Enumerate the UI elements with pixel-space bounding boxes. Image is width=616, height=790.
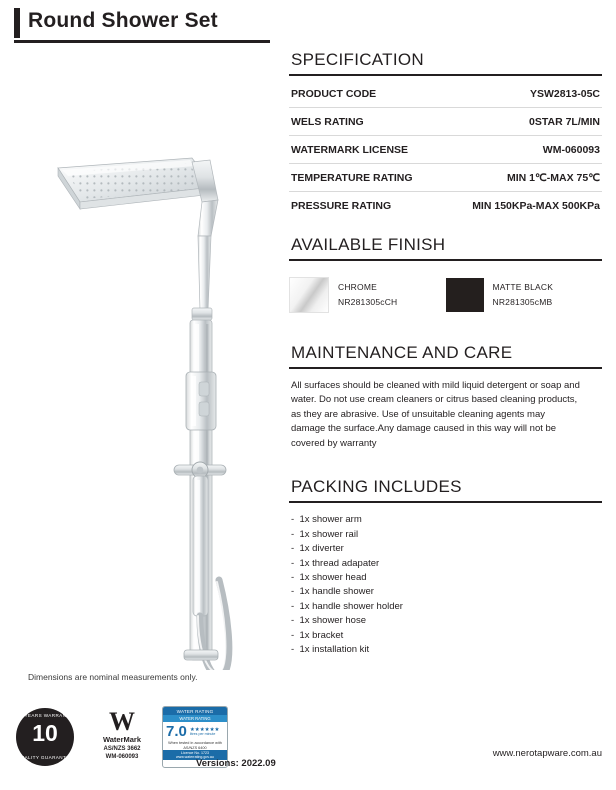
spec-label: WELS RATING	[289, 108, 442, 136]
wels-unit: litres per minute	[189, 731, 216, 736]
spec-column	[289, 50, 602, 658]
spec-value: 0STAR 7L/MIN	[442, 108, 602, 136]
table-row	[289, 136, 602, 164]
watermark-license: WM-060093	[105, 753, 139, 760]
specification-rule	[289, 74, 602, 76]
specification-title: SPECIFICATION	[291, 50, 424, 69]
spec-value: MIN 150KPa-MAX 500KPa	[472, 199, 600, 212]
warranty-arc-top: 10 YEARS WARRANTY	[16, 713, 74, 718]
spec-value: WM-060093	[442, 136, 602, 164]
chrome-swatch-icon	[289, 277, 329, 313]
spec-label: TEMPERATURE RATING	[289, 164, 442, 192]
maintenance-rule	[289, 367, 602, 369]
wels-stars: ★★★★★★	[189, 726, 220, 733]
packing-title: PACKING INCLUDES	[291, 477, 462, 497]
list-item: - 1x thread adapater	[291, 557, 602, 571]
list-item: - 1x handle shower holder	[291, 600, 602, 614]
list-item: - 1x shower hose	[291, 614, 602, 628]
spec-value: YSW2813-05C	[442, 80, 602, 108]
warranty-badge-icon	[16, 708, 74, 766]
specification-table	[289, 80, 602, 219]
maintenance-body: All surfaces should be cleaned with mild liquid detergent or soap and water. Do not use cream cleaners or citrus based cleaning products, as they are abrasive. Use of unsuitable cleaning agents may damage the surface.Any damage caused in this way will not be covered by warranty	[291, 380, 580, 449]
table-row	[289, 80, 602, 108]
table-row	[289, 108, 602, 136]
finish-code: NR281305cCH	[338, 297, 398, 307]
packing-rule	[289, 501, 602, 503]
maintenance-title: MAINTENANCE AND CARE	[291, 343, 513, 362]
page-header	[14, 8, 270, 38]
list-item: - 1x diverter	[291, 542, 602, 556]
spec-label: PRODUCT CODE	[289, 80, 442, 108]
packing-list	[289, 513, 602, 657]
finish-options	[289, 277, 602, 313]
finish-option-matte-black[interactable]	[446, 277, 603, 313]
product-illustration	[14, 110, 276, 670]
list-item: - 1x handle shower	[291, 585, 602, 599]
finish-code: NR281305cMB	[492, 297, 553, 307]
list-item: - 1x bracket	[291, 629, 602, 643]
warranty-arc-bottom: QUALITY GUARANTEE	[16, 755, 74, 760]
wels-rating-value: 7.0	[166, 723, 187, 740]
list-item: - 1x shower arm	[291, 513, 602, 527]
table-row	[289, 192, 602, 220]
list-item: - 1x installation kit	[291, 643, 602, 657]
header-underline	[14, 40, 270, 43]
wels-band-label: WATER RATING	[163, 715, 227, 722]
website-link[interactable]: www.nerotapware.com.au	[492, 748, 602, 759]
table-row	[289, 164, 602, 192]
spec-label: PRESSURE RATING	[291, 199, 392, 212]
available-finish-rule	[289, 259, 602, 261]
dimensions-note: Dimensions are nominal measurements only.	[28, 672, 198, 682]
watermark-standard: AS/NZS 3662	[103, 745, 141, 752]
spec-value: MIN 1℃-MAX 75℃	[442, 164, 602, 192]
warranty-years: 10	[32, 720, 58, 746]
wels-foot-note: When tested in accordance with AS/NZS 6400	[168, 741, 222, 750]
watermark-glyph: W	[109, 707, 135, 736]
wels-licence: Licence No. 1723 www.waterrating.gov.au	[163, 750, 227, 760]
finish-option-chrome[interactable]	[289, 277, 446, 313]
finish-name: MATTE BLACK	[492, 282, 554, 293]
available-finish-title: AVAILABLE FINISH	[291, 235, 446, 254]
finish-name: CHROME	[338, 282, 377, 293]
page-title: Round Shower Set	[28, 9, 218, 32]
spec-label: WATERMARK LICENSE	[289, 136, 442, 164]
wels-top-label: WATER RATING	[163, 707, 227, 715]
watermark-name: WaterMark	[102, 734, 142, 744]
list-item: - 1x shower head	[291, 571, 602, 585]
header-accent-bar	[14, 8, 20, 38]
matte-black-swatch-icon	[446, 278, 484, 312]
list-item: - 1x shower rail	[291, 528, 602, 542]
watermark-badge-icon	[84, 707, 160, 761]
version-label: Versions: 2022.09	[196, 758, 276, 769]
